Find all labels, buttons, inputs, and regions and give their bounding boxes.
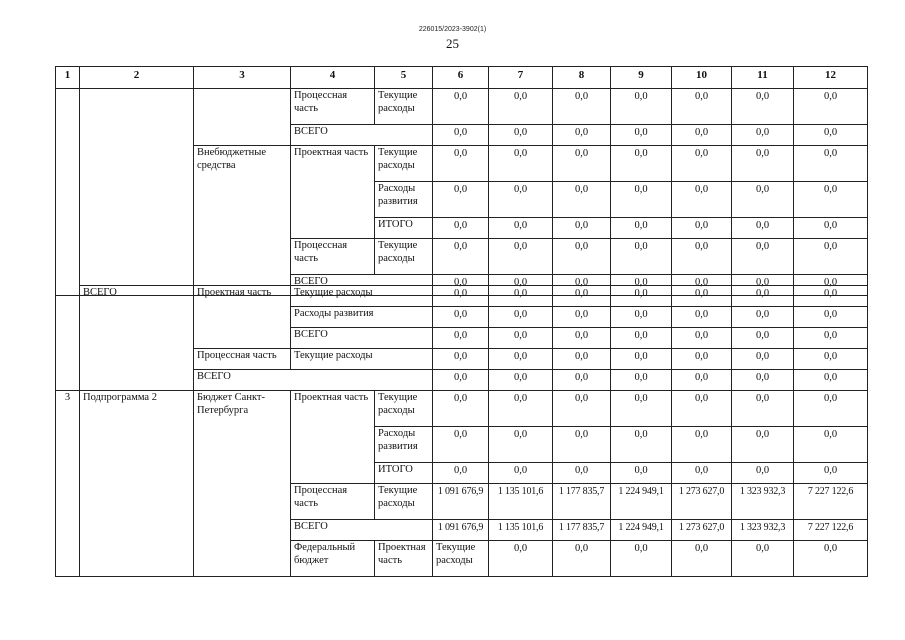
budget-table — [55, 66, 868, 296]
value-cell: 0,0 — [672, 125, 732, 146]
part-cell: Проектная часть — [375, 541, 433, 577]
value-cell: 0,0 — [489, 541, 553, 577]
funding-source-cell: Внебюджетные средства — [194, 146, 291, 296]
value-cell: 0,0 — [732, 286, 794, 307]
value-cell: 0,0 — [732, 182, 794, 218]
table-row — [56, 89, 868, 125]
value-cell: 0,0 — [553, 182, 611, 218]
expense-type-cell: ИТОГО — [375, 463, 433, 484]
part-cell: Проектная часть — [194, 286, 291, 349]
value-cell: 0,0 — [433, 275, 489, 296]
value-cell: 0,0 — [611, 307, 672, 328]
value-cell: 0,0 — [732, 370, 794, 391]
expense-type-cell: ИТОГО — [375, 218, 433, 239]
value-cell: 0,0 — [794, 307, 868, 328]
document-registration-number: 226015/2023-3902(1) — [418, 26, 487, 33]
value-cell: 0,0 — [672, 218, 732, 239]
value-cell: 1 273 627,0 — [672, 520, 732, 541]
total-label-cell: ВСЕГО — [291, 125, 433, 146]
expense-type-cell: Текущие расходы — [375, 89, 433, 125]
value-cell: 0,0 — [433, 182, 489, 218]
value-cell: 0,0 — [433, 239, 489, 275]
expense-type-cell: Текущие расходы — [375, 146, 433, 182]
value-cell: 0,0 — [553, 125, 611, 146]
expense-type-cell: Текущие расходы — [433, 541, 489, 577]
row-number-cell: 3 — [56, 391, 80, 577]
value-cell: 0,0 — [553, 146, 611, 182]
value-cell: 0,0 — [611, 541, 672, 577]
expense-type-cell: Текущие расходы — [291, 286, 433, 307]
value-cell: 0,0 — [553, 370, 611, 391]
value-cell: 0,0 — [611, 275, 672, 296]
value-cell: 0,0 — [489, 463, 553, 484]
total-label-cell: ВСЕГО — [291, 328, 433, 349]
value-cell: 0,0 — [672, 275, 732, 296]
value-cell: 0,0 — [553, 463, 611, 484]
value-cell: 0,0 — [489, 328, 553, 349]
value-cell: 0,0 — [553, 427, 611, 463]
value-cell: 0,0 — [672, 239, 732, 275]
value-cell: 7 227 122,6 — [794, 484, 868, 520]
part-cell: Процессная часть — [291, 89, 375, 125]
value-cell: 0,0 — [732, 89, 794, 125]
table-row — [56, 286, 868, 307]
value-cell: 0,0 — [672, 328, 732, 349]
value-cell: 0,0 — [672, 391, 732, 427]
value-cell: 0,0 — [732, 463, 794, 484]
value-cell: 0,0 — [732, 239, 794, 275]
expense-type-cell: Текущие расходы — [375, 391, 433, 427]
value-cell: 0,0 — [433, 370, 489, 391]
value-cell: 1 135 101,6 — [489, 484, 553, 520]
value-cell: 0,0 — [672, 370, 732, 391]
value-cell: 7 227 122,6 — [794, 520, 868, 541]
value-cell: 0,0 — [732, 125, 794, 146]
value-cell: 0,0 — [433, 328, 489, 349]
value-cell: 0,0 — [489, 218, 553, 239]
value-cell: 0,0 — [794, 146, 868, 182]
value-cell: 0,0 — [732, 427, 794, 463]
header-cell: 10 — [672, 67, 732, 89]
value-cell: 0,0 — [553, 286, 611, 307]
value-cell: 0,0 — [794, 370, 868, 391]
header-cell: 8 — [553, 67, 611, 89]
value-cell: 1 091 676,9 — [433, 484, 489, 520]
row-number-cell — [56, 286, 80, 391]
program-name-cell: Подпрограмма 2 — [80, 391, 194, 577]
value-cell: 0,0 — [433, 125, 489, 146]
value-cell: 0,0 — [732, 391, 794, 427]
value-cell: 0,0 — [489, 89, 553, 125]
value-cell: 0,0 — [672, 307, 732, 328]
program-name-cell: ВСЕГО — [80, 286, 194, 391]
expense-type-cell: Расходы развития — [291, 307, 433, 328]
header-cell: 6 — [433, 67, 489, 89]
total-label-cell: ВСЕГО — [194, 370, 433, 391]
value-cell: 0,0 — [794, 239, 868, 275]
value-cell: 0,0 — [672, 146, 732, 182]
value-cell: 0,0 — [433, 391, 489, 427]
value-cell: 0,0 — [794, 391, 868, 427]
value-cell: 0,0 — [794, 89, 868, 125]
value-cell: 0,0 — [794, 463, 868, 484]
value-cell: 1 224 949,1 — [611, 484, 672, 520]
value-cell: 0,0 — [611, 146, 672, 182]
value-cell: 0,0 — [433, 89, 489, 125]
value-cell: 0,0 — [672, 541, 732, 577]
funding-source-cell — [194, 89, 291, 146]
value-cell: 0,0 — [553, 391, 611, 427]
value-cell: 0,0 — [489, 286, 553, 307]
value-cell: 0,0 — [553, 218, 611, 239]
value-cell: 0,0 — [433, 307, 489, 328]
value-cell: 0,0 — [553, 239, 611, 275]
value-cell: 0,0 — [553, 89, 611, 125]
value-cell: 0,0 — [553, 541, 611, 577]
value-cell: 0,0 — [794, 541, 868, 577]
expense-type-cell: Расходы развития — [375, 427, 433, 463]
value-cell: 0,0 — [553, 275, 611, 296]
value-cell: 0,0 — [794, 286, 868, 307]
value-cell: 0,0 — [489, 370, 553, 391]
header-cell: 4 — [291, 67, 375, 89]
value-cell: 0,0 — [611, 349, 672, 370]
value-cell: 0,0 — [611, 370, 672, 391]
value-cell: 0,0 — [732, 146, 794, 182]
expense-type-cell: Текущие расходы — [375, 484, 433, 520]
value-cell: 0,0 — [794, 218, 868, 239]
value-cell: 0,0 — [732, 218, 794, 239]
value-cell: 0,0 — [611, 89, 672, 125]
value-cell: 0,0 — [489, 182, 553, 218]
header-cell: 11 — [732, 67, 794, 89]
budget-table-continued — [55, 285, 868, 577]
value-cell: 0,0 — [672, 463, 732, 484]
header-row — [56, 67, 868, 89]
expense-type-cell: Расходы развития — [375, 182, 433, 218]
value-cell: 0,0 — [611, 218, 672, 239]
part-cell: Процессная часть — [291, 484, 375, 520]
table-row — [56, 391, 868, 427]
funding-source-cell: Бюджет Санкт-Петербурга — [194, 391, 291, 577]
header-cell: 12 — [794, 67, 868, 89]
value-cell: 0,0 — [611, 391, 672, 427]
value-cell: 0,0 — [732, 307, 794, 328]
program-name-cell — [80, 89, 194, 296]
header-cell: 9 — [611, 67, 672, 89]
value-cell: 0,0 — [611, 463, 672, 484]
row-number-cell — [56, 89, 80, 296]
value-cell: 0,0 — [433, 463, 489, 484]
header-cell: 3 — [194, 67, 291, 89]
value-cell: 0,0 — [433, 427, 489, 463]
expense-type-cell: Текущие расходы — [375, 239, 433, 275]
value-cell: 1 323 932,3 — [732, 520, 794, 541]
funding-source-cell: Федеральный бюджет — [291, 541, 375, 577]
value-cell: 0,0 — [433, 286, 489, 307]
header-cell: 2 — [80, 67, 194, 89]
value-cell: 1 091 676,9 — [433, 520, 489, 541]
value-cell: 0,0 — [794, 125, 868, 146]
value-cell: 1 177 835,7 — [553, 484, 611, 520]
value-cell: 0,0 — [672, 349, 732, 370]
expense-type-cell: Текущие расходы — [291, 349, 433, 370]
value-cell: 0,0 — [672, 89, 732, 125]
value-cell: 0,0 — [489, 125, 553, 146]
value-cell: 0,0 — [489, 427, 553, 463]
value-cell: 1 224 949,1 — [611, 520, 672, 541]
value-cell: 0,0 — [489, 275, 553, 296]
total-label-cell: ВСЕГО — [291, 520, 433, 541]
value-cell: 1 177 835,7 — [553, 520, 611, 541]
value-cell: 1 135 101,6 — [489, 520, 553, 541]
total-label-cell: ВСЕГО — [291, 275, 433, 296]
value-cell: 0,0 — [732, 349, 794, 370]
value-cell: 0,0 — [732, 328, 794, 349]
value-cell: 0,0 — [732, 541, 794, 577]
value-cell: 0,0 — [553, 307, 611, 328]
value-cell: 0,0 — [672, 286, 732, 307]
value-cell: 0,0 — [794, 275, 868, 296]
value-cell: 0,0 — [672, 427, 732, 463]
value-cell: 0,0 — [794, 328, 868, 349]
value-cell: 0,0 — [433, 349, 489, 370]
value-cell: 0,0 — [553, 349, 611, 370]
page-number: 25 — [446, 36, 459, 51]
value-cell: 0,0 — [433, 146, 489, 182]
value-cell: 1 323 932,3 — [732, 484, 794, 520]
value-cell: 0,0 — [611, 182, 672, 218]
header-cell: 7 — [489, 67, 553, 89]
header-cell: 5 — [375, 67, 433, 89]
value-cell: 0,0 — [732, 275, 794, 296]
part-cell: Проектная часть — [291, 146, 375, 239]
part-cell: Проектная часть — [291, 391, 375, 484]
part-cell: Процессная часть — [291, 239, 375, 275]
value-cell: 0,0 — [794, 182, 868, 218]
value-cell: 1 273 627,0 — [672, 484, 732, 520]
value-cell: 0,0 — [794, 349, 868, 370]
value-cell: 0,0 — [489, 391, 553, 427]
header-cell: 1 — [56, 67, 80, 89]
value-cell: 0,0 — [489, 307, 553, 328]
part-cell: Процессная часть — [194, 349, 291, 370]
value-cell: 0,0 — [489, 146, 553, 182]
value-cell: 0,0 — [611, 125, 672, 146]
value-cell: 0,0 — [794, 427, 868, 463]
value-cell: 0,0 — [672, 182, 732, 218]
value-cell: 0,0 — [553, 328, 611, 349]
value-cell: 0,0 — [489, 239, 553, 275]
value-cell: 0,0 — [489, 349, 553, 370]
value-cell: 0,0 — [611, 328, 672, 349]
value-cell: 0,0 — [611, 427, 672, 463]
value-cell: 0,0 — [433, 218, 489, 239]
value-cell: 0,0 — [611, 286, 672, 307]
value-cell: 0,0 — [611, 239, 672, 275]
